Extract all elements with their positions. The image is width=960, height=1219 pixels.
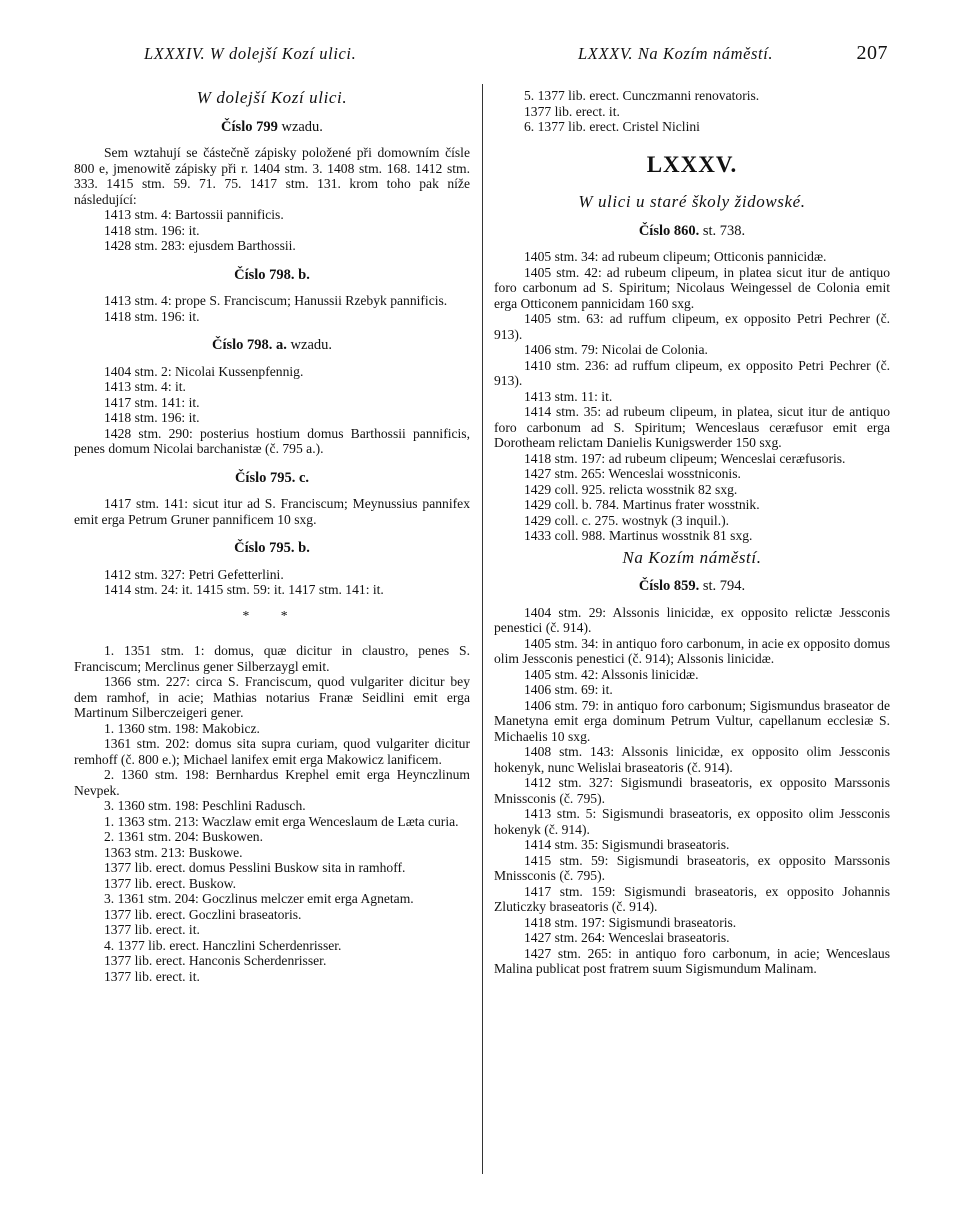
entry-text: 1405 stm. 34: in antiquo foro carbonum, in acie ex opposito domus olim Jessconis penestici (č. 914); Alssonis linicidæ.	[494, 635, 890, 666]
entry-heading: Číslo 795. c.	[234, 469, 310, 486]
entry-text: 1413 stm. 4: Bartossii pannificis.	[104, 207, 284, 222]
entry-heading: Číslo 859. st. 794.	[638, 578, 746, 594]
entry-text: 1377 lib. erect. it.	[524, 103, 620, 119]
header-right-title: LXXXV. Na Kozím náměstí.	[578, 44, 774, 63]
entry-text: 1414 stm. 35: ad rubeum clipeum, in platea, sicut itur de antiquo foro carbonum ad S. Spiritum; Wenceslaus ceræfusor emit erga Dorotheam relictam Danielis Kunigswerder 150 sxg.	[494, 404, 890, 450]
entry-text: 1429 coll. 925. relicta wosstnik 82 sxg.	[524, 481, 738, 497]
right-column	[494, 88, 890, 977]
entry-text: 1429 coll. c. 275. wostnyk (3 inquil.).	[524, 512, 730, 528]
entry-text: 1. 1363 stm. 213: Waczlaw emit erga Wenceslaum de Læta curia.	[104, 813, 459, 829]
entry-text: 3. 1360 stm. 198: Peschlini Radusch.	[104, 798, 306, 813]
entry-text: 1406 stm. 79: in antiquo foro carbonum; Sigismundus braseator de Manetyna emit erga dominum Petrum Vultur, capellanum ecclesiæ S. Michaelis 10 sxg.	[494, 697, 890, 744]
entry-text: 1366 stm. 227: circa S. Franciscum, quod vulgariter dicitur bey dem ramhof, in acie; Mathias notarius Franæ Seidlini emit erga Martinum Silberczeigeri gener.	[74, 674, 470, 720]
chapter-number: LXXXV.	[646, 151, 738, 177]
entry-text: 1433 coll. 988. Martinus wosstnik 81 sxg.	[524, 528, 753, 543]
entry-heading: Číslo 860. st. 738.	[638, 222, 746, 239]
entry-text: 1418 stm. 197: ad rubeum clipeum; Wenceslai ceræfusoris.	[524, 450, 846, 466]
section-title: W dolejší Kozí ulici.	[196, 88, 348, 107]
entry-text: 1404 stm. 2: Nicolai Kussenpfennig.	[104, 363, 304, 379]
entry-text: 1418 stm. 197: Sigismundi braseatoris.	[524, 914, 737, 930]
entry-text: 1. 1351 stm. 1: domus, quæ dicitur in claustro, penes S. Franciscum; Merclinus gener Silberzaygl emit.	[74, 643, 470, 674]
entry-text: 1413 stm. 5: Sigismundi braseatoris, ex opposito olim Jessconis hokenyk (č. 914).	[494, 806, 890, 837]
entry-text: Sem wztahují se částečně zápisky položené při domowním čísle 800 e, jmenowitě zápisky při r. 1404 stm. 3. 1408 stm. 168. 1412 stm. 333. 1415 stm. 59. 71. 75. 1417 stm. 131. krom toho pak níže následující:	[74, 145, 470, 207]
entry-text: 2. 1361 stm. 204: Buskowen.	[104, 829, 263, 844]
entry-text: 1363 stm. 213: Buskowe.	[104, 844, 243, 860]
entry-text: 1361 stm. 202: domus sita supra curiam, quod vulgariter dicitur remhoff (č. 800 e.); Michael lanifex emit erga Makowicz lanificem.	[74, 736, 470, 767]
entry-text: 1408 stm. 143: Alssonis linicidæ, ex opposito olim Jessconis hokenyk, nunc Welislai braseatoris (č. 914).	[494, 744, 890, 775]
entry-text: 1377 lib. erect. Goczlini braseatoris.	[104, 906, 302, 922]
entry-text: 1377 lib. erect. Buskow.	[104, 875, 237, 891]
entry-text: 2. 1360 stm. 198: Bernhardus Krephel emit erga Heynczlinum Nevpek.	[74, 767, 470, 798]
entry-text: 1417 stm. 141: it.	[104, 394, 200, 410]
entry-text: 1404 stm. 29: Alssonis linicidæ, ex opposito relictæ Jessconis penestici (č. 914).	[494, 604, 890, 635]
entry-text: 4. 1377 lib. erect. Hanczlini Scherdenrisser.	[104, 937, 342, 953]
entry-text: 1427 stm. 265: Wenceslai wosstniconis.	[524, 466, 741, 481]
entry-text: 1412 stm. 327: Petri Gefetterlini.	[104, 566, 284, 582]
entry-heading: Číslo 798. b.	[234, 266, 310, 283]
entry-text: 1405 stm. 34: ad rubeum clipeum; Otticonis pannicidæ.	[524, 249, 827, 264]
entry-text: 1427 stm. 264: Wenceslai braseatoris.	[524, 930, 730, 945]
entry-text: 1377 lib. erect. Hanconis Scherdenrisser.	[104, 953, 327, 968]
entry-text: 1412 stm. 327: Sigismundi braseatoris, ex opposito Marssonis Mnissconis (č. 795).	[494, 775, 890, 806]
entry-text: 1405 stm. 42: ad rubeum clipeum, in platea sicut itur de antiquo foro carbonum ad S. Spiritum; Nicolaus Weingessel de Colonia emit erga Otticonem pannicidam 160 sxg.	[494, 264, 890, 311]
separator-stars: * *	[242, 607, 302, 623]
entry-text: 1414 stm. 24: it. 1415 stm. 59: it. 1417 stm. 141: it.	[104, 582, 384, 597]
entry-text: 1428 stm. 290: posterius hostium domus Barthossii pannificis, penes domum Nicolai barchanistæ (č. 795 a.).	[74, 425, 470, 456]
entry-text: 1418 stm. 196: it.	[104, 222, 200, 238]
running-header	[100, 44, 888, 72]
entry-text: 1427 stm. 265: in antiquo foro carbonum, in acie; Wenceslaus Malina publicat post fratrem suum Sigismundum Malinam.	[494, 945, 890, 976]
entry-text: 1377 lib. erect. domus Pesslini Buskow sita in ramhoff.	[104, 860, 406, 875]
entry-text: 1410 stm. 236: ad ruffum clipeum, ex opposito Petri Pechrer (č. 913).	[494, 357, 890, 388]
column-divider	[482, 84, 483, 1174]
section-title: Na Kozím náměstí.	[622, 547, 762, 567]
entry-text: 6. 1377 lib. erect. Cristel Niclini	[524, 119, 700, 134]
entry-text: 1417 stm. 159: Sigismundi braseatoris, ex opposito Johannis Zluticzky braseatoris (č. 914).	[494, 883, 890, 914]
left-column	[74, 88, 470, 984]
section-title: W ulici u staré školy židowské.	[578, 192, 806, 211]
entry-text: 3. 1361 stm. 204: Goczlinus melczer emit erga Agnetam.	[104, 891, 414, 906]
page-number: 207	[856, 42, 888, 64]
entry-heading: Číslo 799 wzadu.	[221, 118, 323, 135]
entry-text: 1406 stm. 79: Nicolai de Colonia.	[524, 342, 708, 357]
entry-text: 1377 lib. erect. it.	[104, 922, 200, 937]
entry-text: 1413 stm. 11: it.	[524, 388, 613, 404]
entry-text: 1406 stm. 69: it.	[524, 682, 613, 697]
entry-text: 5. 1377 lib. erect. Cunczmanni renovatoris.	[524, 88, 760, 103]
entry-text: 1405 stm. 63: ad ruffum clipeum, ex opposito Petri Pechrer (č. 913).	[494, 311, 890, 342]
entry-text: 1415 stm. 59: Sigismundi braseatoris, ex opposito Marssonis Mnissconis (č. 795).	[494, 852, 890, 883]
entry-text: 1417 stm. 141: sicut itur ad S. Franciscum; Meynussius pannifex emit erga Petrum Gruner pannificem 10 sxg.	[74, 496, 470, 527]
entry-text: 1413 stm. 4: prope S. Franciscum; Hanussii Rzebyk pannificis.	[104, 293, 448, 308]
entry-text: 1405 stm. 42: Alssonis linicidæ.	[524, 666, 699, 682]
entry-text: 1418 stm. 196: it.	[104, 308, 200, 324]
entry-text: 1414 stm. 35: Sigismundi braseatoris.	[524, 837, 730, 852]
entry-text: 1418 stm. 196: it.	[104, 410, 200, 425]
entry-text: 1. 1360 stm. 198: Makobicz.	[104, 720, 260, 736]
entry-heading: Číslo 795. b.	[234, 540, 310, 556]
entry-text: 1429 coll. b. 784. Martinus frater wosstnik.	[524, 497, 760, 512]
header-left-title: LXXXIV. W dolejší Kozí ulici.	[144, 44, 357, 63]
entry-heading: Číslo 798. a. wzadu.	[211, 337, 332, 353]
entry-text: 1413 stm. 4: it.	[104, 379, 186, 394]
entry-text: 1428 stm. 283: ejusdem Barthossii.	[104, 238, 296, 253]
entry-text: 1377 lib. erect. it.	[104, 968, 200, 984]
